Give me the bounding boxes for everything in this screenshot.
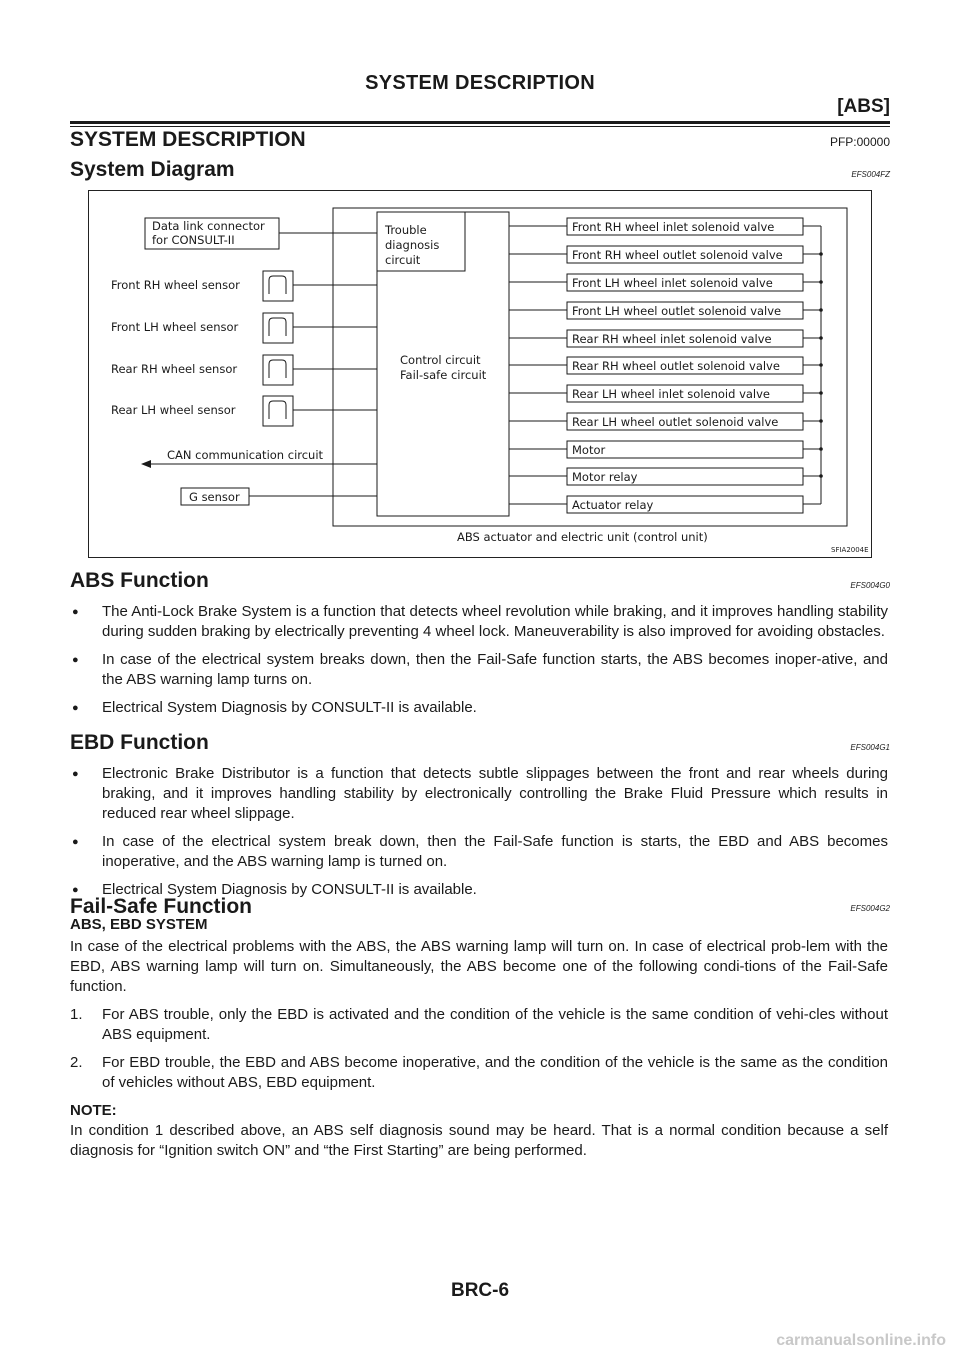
sensor-label-front-lh: Front LH wheel sensor — [111, 320, 239, 334]
failsafe-function-heading: Fail-Safe Function — [70, 895, 253, 918]
section-title: SYSTEM DESCRIPTION — [70, 128, 306, 151]
output-label: Motor — [572, 443, 606, 457]
output-label: Rear LH wheel outlet solenoid valve — [572, 415, 779, 429]
bullet-icon: ● — [72, 606, 79, 618]
watermark-text: carmanualsonline.info — [776, 1332, 946, 1349]
control-label-2: Fail-safe circuit — [400, 368, 487, 382]
ebd-function-code: EFS004G1 — [850, 743, 890, 752]
abs-function-code: EFS004G0 — [850, 581, 890, 590]
output-label: Actuator relay — [572, 498, 654, 512]
system-diagram-code: EFS004FZ — [851, 170, 890, 179]
output-label: Rear RH wheel outlet solenoid valve — [572, 359, 780, 373]
trouble-label-3: circuit — [385, 253, 421, 267]
list-item: ● In case of the electrical system breaks down, then the Fail-Safe function starts, the ABS becomes inoper-ative, and the ABS warning lamp turns on. — [72, 651, 888, 688]
output-label: Motor relay — [572, 470, 638, 484]
output-label: Front LH wheel inlet solenoid valve — [572, 276, 773, 290]
data-link-label-1: Data link connector — [152, 219, 265, 233]
trouble-label-2: diagnosis — [385, 238, 440, 252]
running-header-title: SYSTEM DESCRIPTION — [365, 72, 595, 94]
list-item: ● The Anti-Lock Brake System is a function that detects wheel revolution while braking, and it improves handling stability during sudden braking by electrically preventing 4 wheel lock. Maneuverability is also improved for avoiding obstacles. — [72, 603, 888, 640]
list-item: ● Electronic Brake Distributor is a function that detects subtle slippages between the front and rear wheels during braking, and it improves handling stability by electronically controlling the Brake Fluid Pressure which results in reduced rear wheel slippage. — [72, 765, 888, 822]
page-number: BRC-6 — [450, 1280, 510, 1301]
bullet-icon: ● — [72, 702, 79, 714]
abs-function-heading: ABS Function — [70, 569, 209, 592]
system-diagram-heading: System Diagram — [70, 158, 235, 181]
can-label: CAN communication circuit — [167, 448, 324, 462]
figure-code: SFIA2004E — [831, 546, 869, 554]
list-item: 1. For ABS trouble, only the EBD is activated and the condition of the vehicle is the same condition of vehi-cles without ABS equipment. — [70, 1006, 888, 1043]
trouble-label-1: Trouble — [385, 223, 427, 237]
failsafe-body — [70, 937, 888, 1169]
list-item: ● In case of the electrical system break down, then the Fail-Safe function is starts, the EBD and ABS becomes inoperative, and the ABS warning lamp is turned on. — [72, 833, 888, 870]
output-label: Front LH wheel outlet solenoid valve — [572, 304, 782, 318]
output-label: Front RH wheel inlet solenoid valve — [572, 220, 775, 234]
running-header-tag: [ABS] — [837, 96, 890, 117]
can-arrow-icon — [141, 460, 151, 468]
bullet-icon: ● — [72, 836, 79, 848]
data-link-label-2: for CONSULT-II — [152, 233, 235, 247]
note-label: NOTE: — [70, 1102, 117, 1119]
system-diagram-svg — [89, 191, 871, 557]
g-sensor-label: G sensor — [189, 490, 240, 504]
ebd-function-heading: EBD Function — [70, 731, 209, 754]
bullet-icon: ● — [72, 768, 79, 780]
header-rule — [70, 121, 890, 127]
control-label-1: Control circuit — [400, 353, 481, 367]
note-text: In condition 1 described above, an ABS self diagnosis sound may be heard. That is a normal condition because a self diagnosis for “Ignition switch ON” and “the First Starting” are being performed. — [70, 1122, 888, 1159]
list-item: ● Electrical System Diagnosis by CONSULT-II is available. — [72, 881, 477, 898]
list-item: ● Electrical System Diagnosis by CONSULT-II is available. — [72, 699, 477, 716]
system-diagram-figure — [88, 190, 872, 558]
output-label: Front RH wheel outlet solenoid valve — [572, 248, 783, 262]
output-label: Rear LH wheel inlet solenoid valve — [572, 387, 771, 401]
ebd-function-list — [70, 764, 888, 908]
output-label: Rear RH wheel inlet solenoid valve — [572, 332, 772, 346]
failsafe-subtitle: ABS, EBD SYSTEM — [70, 916, 208, 933]
list-item: 2. For EBD trouble, the EBD and ABS become inoperative, and the condition of the vehicle is the same as the condition of vehicles without ABS, EBD equipment. — [70, 1054, 888, 1091]
failsafe-function-code: EFS004G2 — [850, 904, 890, 913]
pfp-code: PFP:00000 — [829, 135, 890, 149]
sensor-label-front-rh: Front RH wheel sensor — [111, 278, 240, 292]
failsafe-intro: In case of the electrical problems with the ABS, the ABS warning lamp will turn on. In case of electrical prob-lem with the EBD, ABS warning lamp will turn on. Simultaneously, the ABS become one of the following condi-tions of the Fail-Safe function. — [70, 938, 888, 995]
abs-function-list — [70, 602, 888, 726]
sensor-label-rear-lh: Rear LH wheel sensor — [111, 403, 236, 417]
wheel-sensors — [111, 278, 240, 417]
unit-label: ABS actuator and electric unit (control unit) — [457, 530, 708, 544]
sensor-label-rear-rh: Rear RH wheel sensor — [111, 362, 238, 376]
bullet-icon: ● — [72, 884, 79, 896]
bullet-icon: ● — [72, 654, 79, 666]
